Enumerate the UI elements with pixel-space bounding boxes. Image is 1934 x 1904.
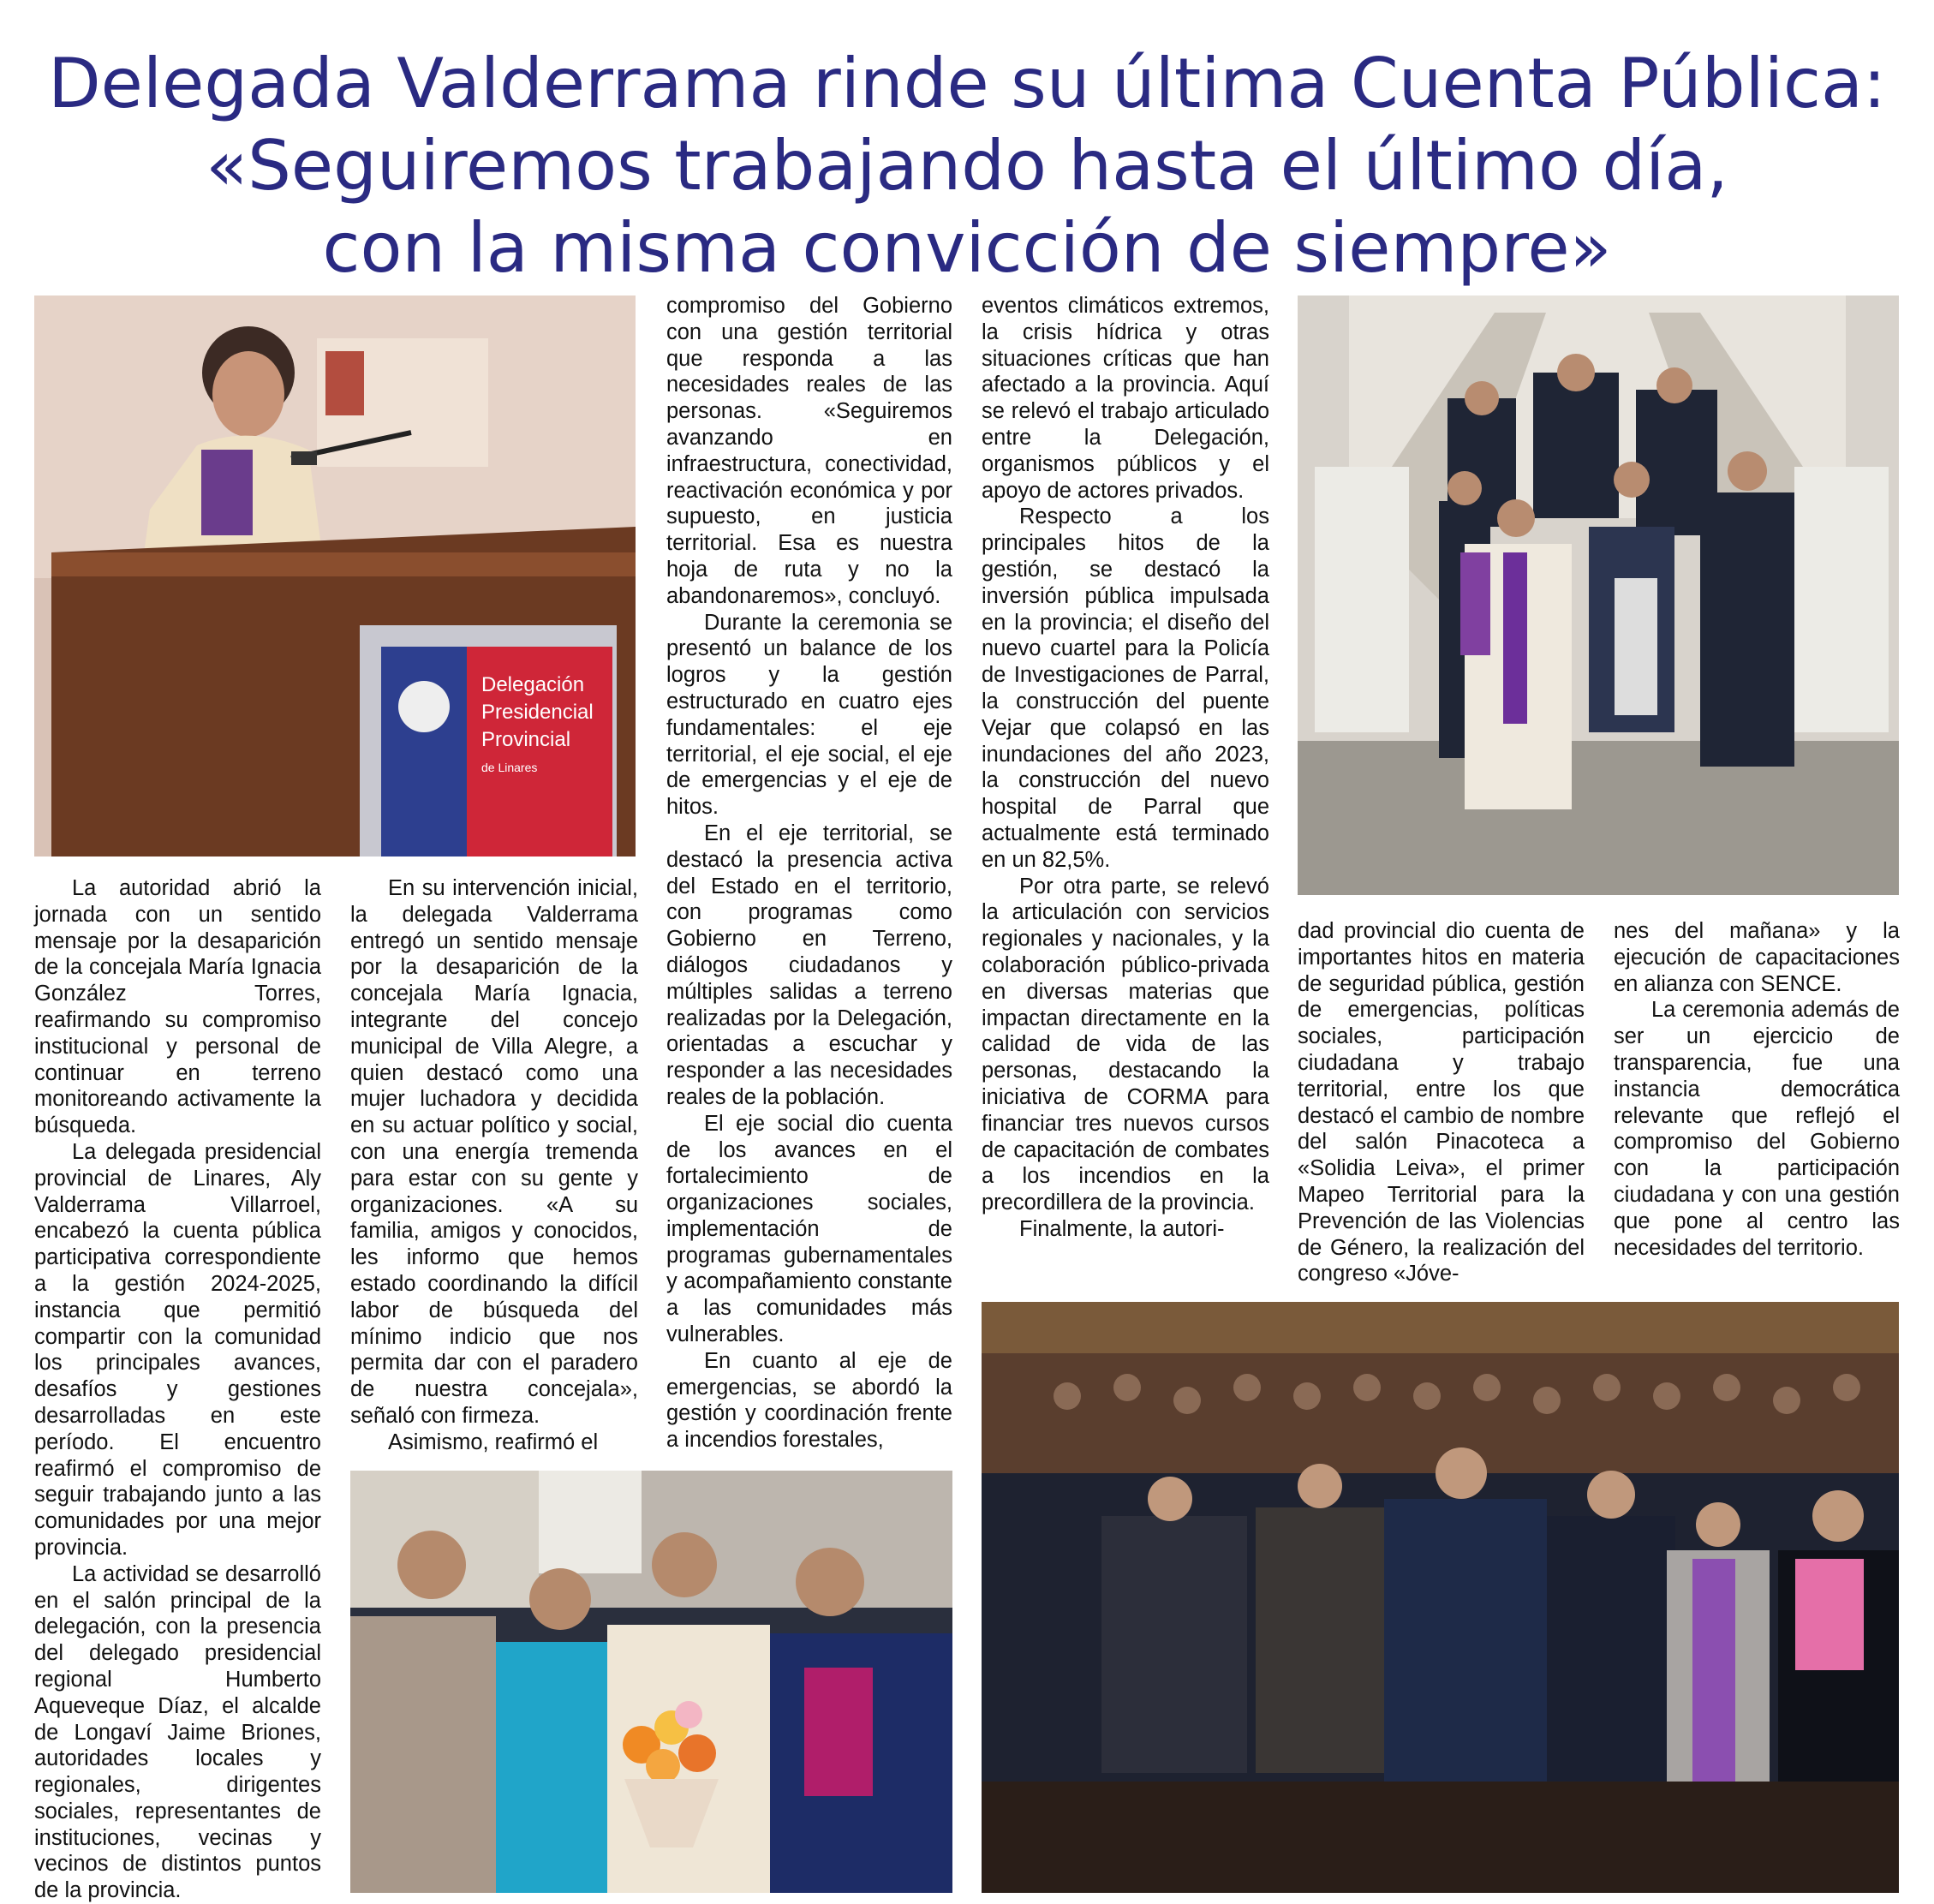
podium-sign-line-1: Delegación bbox=[481, 673, 585, 696]
paragraph: Finalmente, la autori- bbox=[1019, 1216, 1225, 1241]
headline-line-2: «Seguiremos trabajando hasta el último día, bbox=[206, 126, 1728, 206]
paragraph: La ceremonia además de ser un ejercicio de transparencia, fue una instancia democrática relevante que reflejó el compromiso del Gobierno con la participación ciudadana y con una gestión que pone al centro las necesidades del territorio. bbox=[1614, 998, 1900, 1260]
paragraph: Respecto a los principales hitos de la gestión, se destacó la inversión pública impulsada en la provincia; el diseño del nuevo cuartel para la Policía de Investigaciones de Parral, la construcción del puente Vejar que colapsó en las inundaciones del año 2023, la construcción del nuevo hospital de Parral que actualmente está terminado en un 82,5%. bbox=[982, 504, 1269, 872]
headline bbox=[26, 43, 1908, 289]
headline-line-1: Delegada Valderrama rinde su última Cuenta Pública: bbox=[48, 44, 1886, 123]
paragraph: Asimismo, reafirmó el bbox=[388, 1429, 599, 1454]
paragraph: Por otra parte, se relevó la articulación con servicios regionales y nacionales, y la colaboración público-privada en diversas materias que impactan directamente en la calidad de vida de las personas, destacando la iniciativa de CORMA para financiar tres nuevos cursos de capacitación de combates a los incendios en la precordillera de la provincia. bbox=[982, 874, 1269, 1215]
photo-audience bbox=[982, 1302, 1899, 1893]
paragraph: La delegada presidencial provincial de Linares, Aly Valderrama Villarroel, encabezó la cuenta pública participativa correspondiente a la gestión 2024-2025, instancia que permitió compartir con la comunidad los principales avances, desafíos y gestiones desarrolladas en este período. El encuentro reafirmó el compromiso de seguir trabajando junto a las comunidades por una mejor provincia. bbox=[34, 1139, 321, 1560]
podium-sign-line-4: de Linares bbox=[481, 761, 538, 774]
column-1 bbox=[34, 875, 321, 1904]
paragraph: La autoridad abrió la jornada con un sentido mensaje por la desaparición de la concejala María Ignacia González Torres, reafirmando su compromiso institucional y personal de continuar en terreno monitoreando activamente la búsqueda. bbox=[34, 876, 321, 1138]
paragraph: dad provincial dio cuenta de importantes hitos en materia de seguridad pública, gestión de emergencias, políticas sociales, participación ciudadana y trabajo territorial, entre los que destacó el cambio de nombre del salón Pinacoteca a «Solidia Leiva», el primer Mapeo Territorial para la Prevención de las Violencias de Género, la realización del congreso «Jóve- bbox=[1298, 919, 1585, 1286]
photo-group-staircase bbox=[1298, 295, 1899, 895]
paragraph: compromiso del Gobierno con una gestión territorial que responda a las necesidades reales de las personas. «Seguiremos avanzando en infraestructura, conectividad, reactivación económica y por supuesto, en justicia territorial. Esa es nuestra hoja de ruta y no la abandonaremos», concluyó. bbox=[666, 294, 952, 608]
column-3 bbox=[666, 293, 952, 1453]
podium-sign-line-2: Presidencial bbox=[481, 701, 594, 724]
paragraph: Durante la ceremonia se presentó un balance de los logros y la gestión estructurado en cuatro ejes fundamentales: el eje territorial, el eje social, el eje de emergencias y el eje de hitos. bbox=[666, 610, 952, 820]
paragraph: En cuanto al eje de emergencias, se abordó la gestión y coordinación frente a incendios forestales, bbox=[666, 1348, 952, 1453]
paragraph: En su intervención inicial, la delegada Valderrama entregó un sentido mensaje por la desaparición de la concejala María Ignacia, integrante del concejo municipal de Villa Alegre, a quien destacó como una mujer luchadora y decidida en su actuar político y social, con una energía tremenda para estar con su gente y organizaciones. «A su familia, amigos y conocidos, les informo que hemos estado coordinando la difícil labor de búsqueda del mínimo indicio que nos permita dar con el paradero de nuestra concejala», señaló con firmeza. bbox=[350, 876, 638, 1428]
column-6 bbox=[1614, 918, 1900, 1261]
paragraph: En el eje territorial, se destacó la presencia activa del Estado en el territorio, con programas como Gobierno en Terreno, diálogos ciudadanos y múltiples salidas a terreno realizadas por la Delegación, orientadas a escuchar y responder a las necesidades reales de la población. bbox=[666, 821, 952, 1109]
paragraph: nes del mañana» y la ejecución de capacitaciones en alianza con SENCE. bbox=[1614, 919, 1900, 996]
paragraph: eventos climáticos extremos, la crisis hídrica y otras situaciones críticas que han afectado a la provincia. Aquí se relevó el trabajo articulado entre la Delegación, organismos públicos y el apoyo de actores privados. bbox=[982, 294, 1269, 503]
column-4 bbox=[982, 293, 1269, 1243]
headline-line-3: con la misma convicción de siempre» bbox=[322, 208, 1612, 288]
paragraph: El eje social dio cuenta de los avances en el fortalecimiento de organizaciones sociales, implementación de programas gubernamentales y acompañamiento constante a las comunidades más vulnerables. bbox=[666, 1111, 952, 1347]
photo-speaker-podium bbox=[34, 295, 636, 857]
podium-sign-line-3: Provincial bbox=[481, 728, 571, 751]
column-2 bbox=[350, 875, 638, 1456]
photo-flowers-group bbox=[350, 1471, 952, 1893]
paragraph: La actividad se desarrolló en el salón principal de la delegación, con la presencia del delegado presidencial regional Humberto Aqueveque Díaz, el alcalde de Longaví Jaime Briones, autoridades locales y regionales, dirigentes sociales, representantes de instituciones, vecinas y vecinos de distintos puntos de la provincia. bbox=[34, 1561, 321, 1903]
column-5 bbox=[1298, 918, 1585, 1287]
